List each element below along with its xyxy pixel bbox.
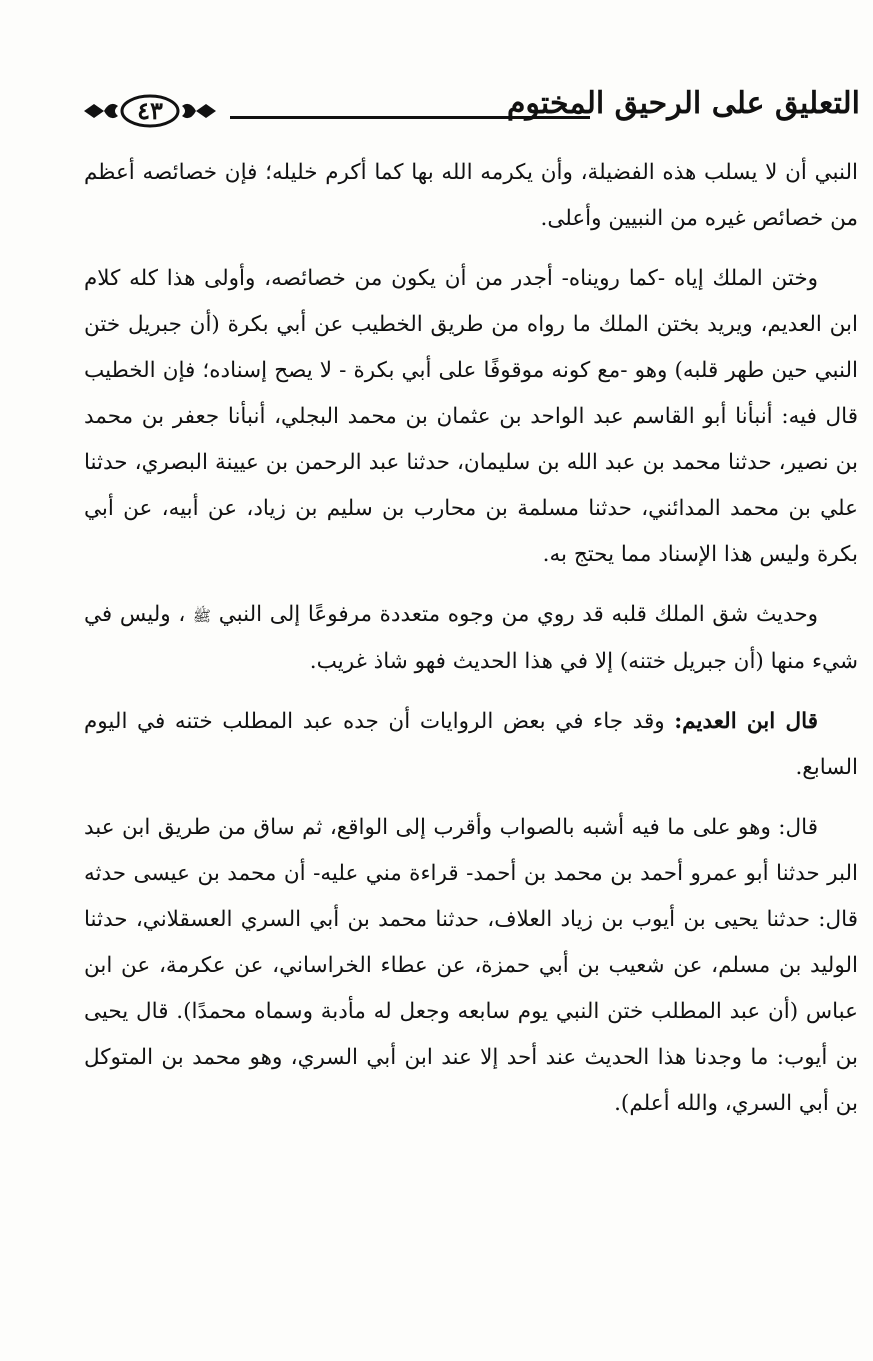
paragraph-4-text: وقد جاء في بعض الروايات أن جده عبد المطلب ختنه في اليوم السابع. (84, 709, 858, 780)
paragraph-1: النبي أن لا يسلب هذه الفضيلة، وأن يكرمه الله بها كما أكرم خليله؛ فإن خصائصه أعظم من خصائص غيره من النبيين وأعلى. (84, 160, 858, 231)
paragraph-4 (84, 699, 858, 791)
header-rule (230, 116, 590, 119)
paragraph-4-label: قال ابن العديم: (674, 709, 818, 734)
paragraph-3-text-a: وحديث شق الملك قلبه قد روي من وجوه متعددة مرفوعًا إلى النبي (218, 602, 818, 627)
page-body (84, 150, 858, 1141)
page-header (80, 82, 860, 138)
paragraph-5: قال: وهو على ما فيه أشبه بالصواب وأقرب إلى الواقع، ثم ساق من طريق ابن عبد البر حدثنا أبو عمرو أحمد بن محمد بن أحمد- قراءة مني عليه- أن محمد بن عيسى حدثه قال: حدثنا يحيى بن أيوب بن زياد العلاف، حدثنا محمد بن أبي السري العسقلاني، حدثنا الوليد بن مسلم، عن شعيب بن أبي حمزة، عن عطاء الخراساني، عن عكرمة، عن ابن عباس (أن عبد المطلب ختن النبي يوم سابعه وجعل له مأدبة وسماه محمدًا). قال يحيى بن أيوب: ما وجدنا هذا الحديث عند أحد إلا عند ابن أبي السري، وهو محمد بن المتوكل بن أبي السري، والله أعلم). (84, 815, 858, 1116)
paragraph-2: وختن الملك إياه -كما رويناه- أجدر من أن يكون من خصائصه، وأولى هذا كله كلام ابن العديم، ويريد بختن الملك ما رواه من طريق الخطيب عن أبي بكرة (أن جبريل ختن النبي حين طهر قلبه) وهو -مع كونه موقوفًا على أبي بكرة - لا يصح إسناده؛ فإن الخطيب قال فيه: أنبأنا أبو القاسم عبد الواحد بن عثمان بن محمد البجلي، أنبأنا جعفر بن محمد بن نصير، حدثنا محمد بن عبد الله بن سليمان، حدثنا عبد الرحمن بن عيينة البصري، حدثنا علي بن محمد المدائني، حدثنا مسلمة بن محارب بن سليم بن زياد، عن أبيه، عن أبي بكرة وليس هذا الإسناد مما يحتج به. (84, 266, 858, 567)
salutation-mark: ﷺ (192, 607, 212, 625)
page-number: ٤٣ (137, 96, 163, 125)
header-title: التعليق على الرحيق المختوم (506, 86, 860, 121)
paragraph-3-text-b: ، وليس في شيء منها (أن جبريل ختنه) إلا في هذا الحديث فهو شاذ غريب. (84, 602, 858, 674)
paragraph-3 (84, 592, 858, 685)
page-number-ornament (80, 94, 220, 128)
